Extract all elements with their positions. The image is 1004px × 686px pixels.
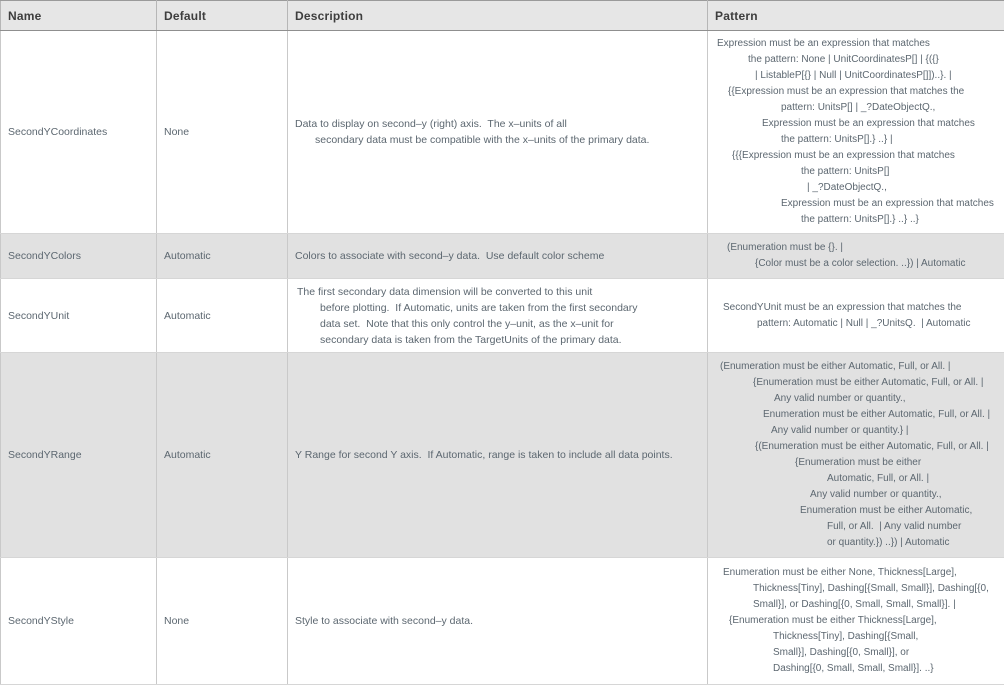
option-default: None: [157, 31, 288, 234]
option-description: Y Range for second Y axis. If Automatic, range is taken to include all data points.: [288, 353, 708, 558]
option-description: Style to associate with second–y data.: [288, 558, 708, 685]
option-default: None: [157, 558, 288, 685]
option-name: SecondYRange: [1, 353, 157, 558]
header-row: [1, 1, 1004, 31]
option-pattern: Enumeration must be either None, Thickness[Large], Thickness[Tiny], Dashing[{Small, Small}], Dashing[{0, Small}], or Dashing[{0, Small, Small, Small}]. | {Enumeration must be either Thickness[Large], Thickness[Tiny], Dashing[{Small, Small}], Dashing[{0, Small}], or Dashing[{0, Small, Small, Small}]. ..}: [708, 558, 1004, 685]
table-row: [1, 31, 1004, 234]
table-row: [1, 279, 1004, 353]
option-name: SecondYCoordinates: [1, 31, 157, 234]
column-header-description: Description: [288, 1, 708, 31]
option-pattern: Expression must be an expression that matches the pattern: None | UnitCoordinatesP[] | {({} | ListableP[{} | Null | UnitCoordinatesP[]])..}. | {{Expression must be an expression that matches the pattern: UnitsP[] | _?DateObjectQ., Expression must be an expression that matches the pattern: UnitsP[].} ..} | {{{Expression must be an expression that matches the pattern: UnitsP[] | _?DateObjectQ., Expression must be an expression that matches the pattern: UnitsP[].} ..} ..}: [708, 31, 1004, 234]
column-header-pattern: Pattern: [708, 1, 1004, 31]
table-body: [1, 31, 1004, 685]
option-name: SecondYStyle: [1, 558, 157, 685]
option-default: Automatic: [157, 234, 288, 279]
option-default: Automatic: [157, 279, 288, 353]
column-header-name: Name: [1, 1, 157, 31]
option-pattern: (Enumeration must be {}. | {Color must be a color selection. ..}) | Automatic: [708, 234, 1004, 279]
option-description: Colors to associate with second–y data. Use default color scheme: [288, 234, 708, 279]
option-description: Data to display on second–y (right) axis. The x–units of all secondary data must be compatible with the x–units of the primary data.: [288, 31, 708, 234]
table-row: [1, 234, 1004, 279]
option-pattern: (Enumeration must be either Automatic, Full, or All. | {Enumeration must be either Automatic, Full, or All. | Any valid number or quantity., Enumeration must be either Automatic, Full, or All. | Any valid number or quantity.} | {(Enumeration must be either Automatic, Full, or All. | {Enumeration must be either Automatic, Full, or All. | Any valid number or quantity., Enumeration must be either Automatic, Full, or All. | Any valid number or quantity.}) ..}) | Automatic: [708, 353, 1004, 558]
option-name: SecondYColors: [1, 234, 157, 279]
option-pattern: SecondYUnit must be an expression that matches the pattern: Automatic | Null | _?UnitsQ. | Automatic: [708, 279, 1004, 353]
table-row: [1, 558, 1004, 685]
table-header: [1, 1, 1004, 31]
table-row: [1, 353, 1004, 558]
option-name: SecondYUnit: [1, 279, 157, 353]
column-header-default: Default: [157, 1, 288, 31]
option-description: The first secondary data dimension will be converted to this unit before plotting. If Automatic, units are taken from the first secondary data set. Note that this only control the y–unit, as the x–unit for secondary data is taken from the TargetUnits of the primary data.: [288, 279, 708, 353]
option-default: Automatic: [157, 353, 288, 558]
